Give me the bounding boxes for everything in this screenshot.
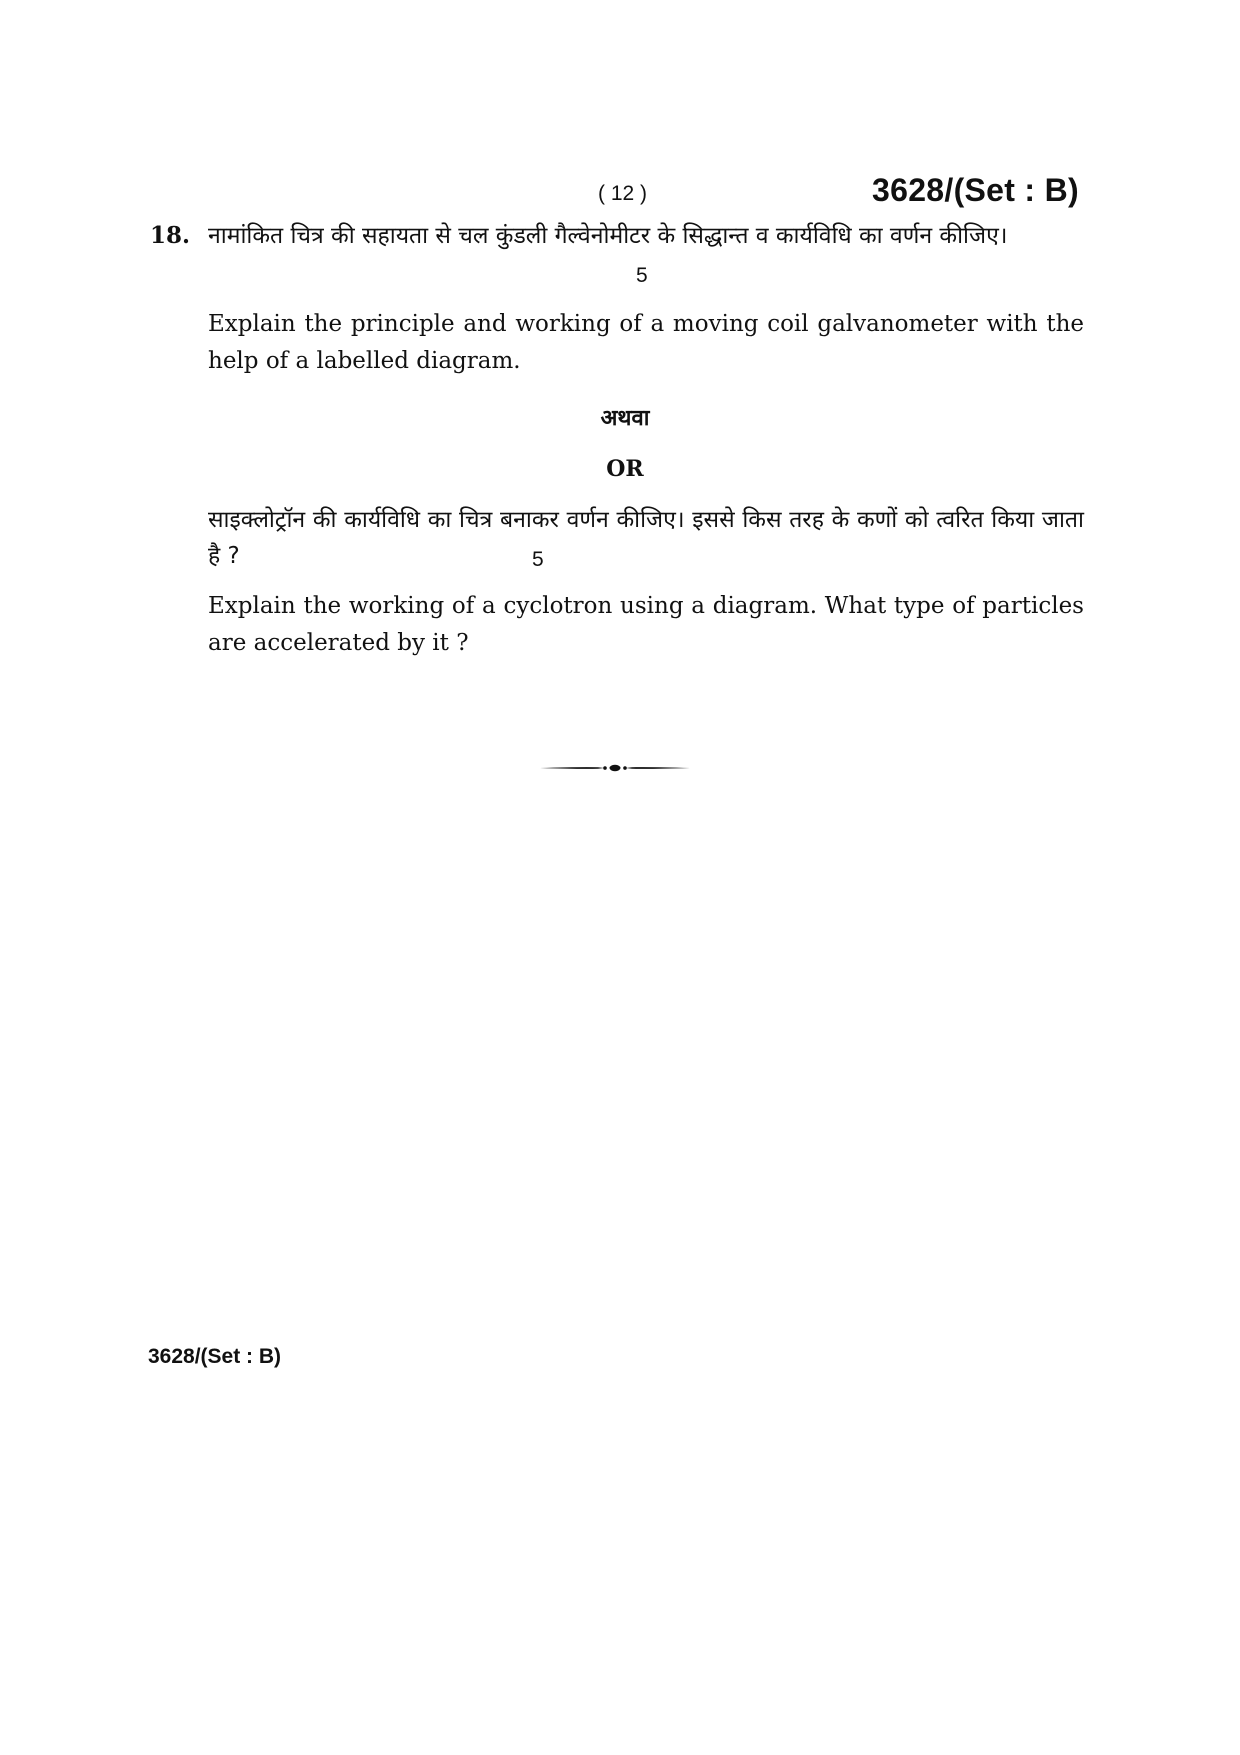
end-divider-ornament — [540, 760, 690, 776]
alternate-question-english-text: Explain the working of a cyclotron using a diagram. What type of particles are accelerated by it ? — [208, 593, 1084, 656]
page-number: ( 12 ) — [598, 182, 648, 205]
or-english-label: OR — [606, 456, 644, 482]
paper-code-footer: 3628/(Set : B) — [148, 1345, 282, 1368]
question-marks: 5 — [636, 264, 648, 287]
paper-code-header: 3628/(Set : B) — [872, 172, 1079, 208]
question-number: 18. — [150, 222, 191, 249]
question-hindi-text: नामांकित चित्र की सहायता से चल कुंडली गैल्वेनोमीटर के सिद्धान्त व कार्यविधि का वर्णन कीजिए। — [208, 223, 1008, 249]
alternate-question-hindi-text: साइक्लोट्रॉन की कार्यविधि का चित्र बनाकर वर्णन कीजिए। इससे किस तरह के कणों को त्वरित किया जाता है ? — [208, 507, 1084, 569]
or-hindi-label: अथवा — [600, 406, 650, 431]
question-english-text: Explain the principle and working of a moving coil galvanometer with the help of a labelled diagram. — [208, 311, 1084, 374]
alternate-question-marks: 5 — [532, 548, 544, 571]
